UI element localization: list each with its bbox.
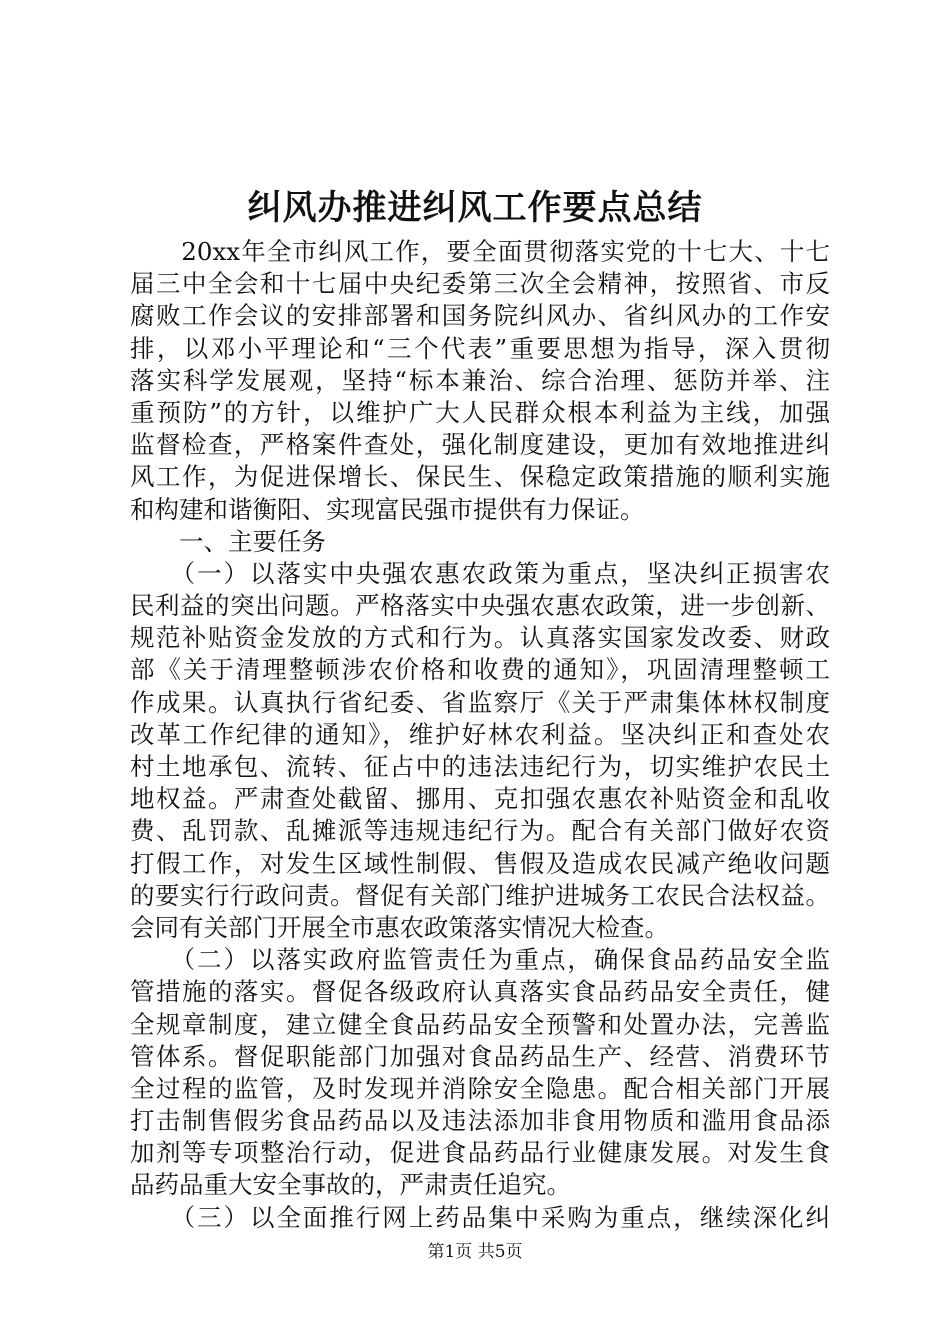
body-text-line: 重预防”的方针，以维护广大人民群众根本利益为主线，加强 [130, 397, 830, 427]
page-footer: 第1页 共5页 [427, 1242, 523, 1262]
body-text-line: 的要实行行政问责。督促有关部门维护进城务工农民合法权益。 [130, 880, 830, 910]
body-text-line: 届三中全会和十七届中央纪委第三次全会精神，按照省、市反 [130, 269, 830, 299]
body-text-line: 打假工作，对发生区域性制假、售假及造成农民减产绝收问题 [130, 848, 830, 878]
document-body [130, 236, 830, 1234]
body-text-line: 和构建和谐衡阳、实现富民强市提供有力保证。 [130, 494, 645, 524]
body-text-line: 民利益的突出问题。严格落实中央强农惠农政策，进一步创新、 [130, 591, 830, 621]
body-text-line: （二）以落实政府监管责任为重点，确保食品药品安全监 [130, 945, 830, 975]
body-text-line: 加剂等专项整治行动，促进食品药品行业健康发展。对发生食 [130, 1138, 830, 1168]
body-text-line: 地权益。严肃查处截留、挪用、克扣强农惠农补贴资金和乱收 [130, 784, 830, 814]
body-text-line: 一、主要任务 [130, 526, 326, 556]
body-text-line: 规范补贴资金发放的方式和行为。认真落实国家发改委、财政 [130, 623, 830, 653]
body-text-line: 落实科学发展观，坚持“标本兼治、综合治理、惩防并举、注 [130, 365, 830, 395]
body-text-line: 监督检查，严格案件查处，强化制度建设，更加有效地推进纠 [130, 430, 830, 460]
body-text-line: 20xx年全市纠风工作，要全面贯彻落实党的十七大、十七 [130, 237, 830, 266]
body-text-line: 全过程的监管，及时发现并消除安全隐患。配合相关部门开展 [130, 1073, 830, 1103]
body-text-line: 管体系。督促职能部门加强对食品药品生产、经营、消费环节 [130, 1041, 830, 1071]
body-text-line: 会同有关部门开展全市惠农政策落实情况大检查。 [130, 912, 669, 942]
body-text-line: 腐败工作会议的安排部署和国务院纠风办、省纠风办的工作安 [130, 301, 830, 331]
body-text-line: 品药品重大安全事故的，严肃责任追究。 [130, 1170, 571, 1200]
body-text-line: 打击制售假劣食品药品以及违法添加非食用物质和滥用食品添 [130, 1106, 830, 1136]
body-text-line: 部《关于清理整顿涉农价格和收费的通知》，巩固清理整顿工 [130, 655, 830, 685]
body-text-line: （一）以落实中央强农惠农政策为重点，坚决纠正损害农 [130, 558, 830, 588]
body-text-line: 全规章制度，建立健全食品药品安全预警和处置办法，完善监 [130, 1009, 830, 1039]
body-text-line: 村土地承包、流转、征占中的违法违纪行为，切实维护农民土 [130, 752, 830, 781]
body-text-line: 排，以邓小平理论和“三个代表”重要思想为指导，深入贯彻 [130, 333, 830, 363]
body-text-line: 费、乱罚款、乱摊派等违规违纪行为。配合有关部门做好农资 [130, 816, 830, 846]
body-text-line: 风工作，为促进保增长、保民生、保稳定政策措施的顺利实施 [130, 462, 830, 492]
document-title: 纠风办推进纠风工作要点总结 [247, 188, 703, 228]
body-text-line: 管措施的落实。督促各级政府认真落实食品药品安全责任，健 [130, 977, 830, 1007]
body-text-line: 改革工作纪律的通知》，维护好林农利益。坚决纠正和查处农 [130, 719, 830, 749]
body-text-line: （三）以全面推行网上药品集中采购为重点，继续深化纠 [130, 1202, 830, 1232]
body-text-line: 作成果。认真执行省纪委、省监察厅《关于严肃集体林权制度 [130, 687, 830, 717]
